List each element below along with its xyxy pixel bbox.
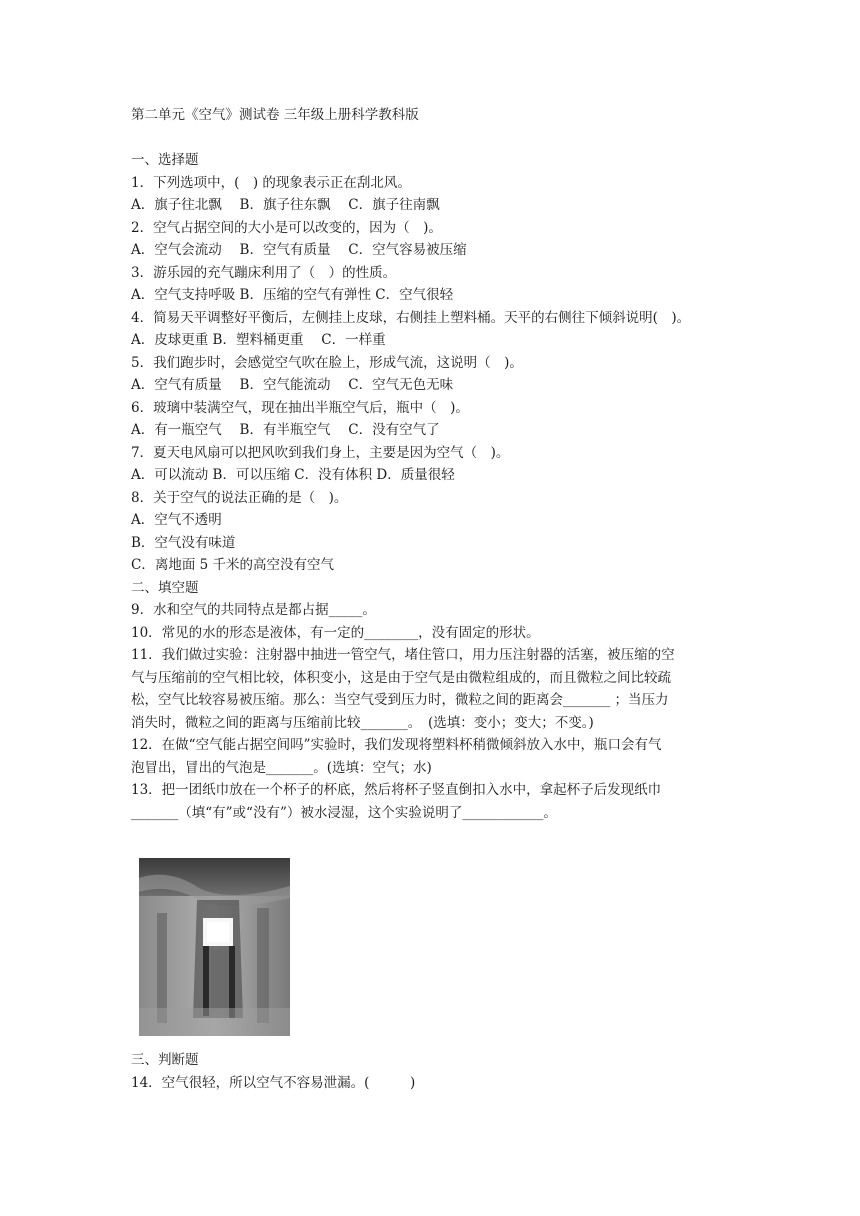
- question-8: 8．关于空气的说法正确的是（ )。: [131, 490, 348, 506]
- question-3-options: A．空气支持呼吸 B．压缩的空气有弹性 C．空气很轻: [131, 287, 454, 303]
- question-6: 6．玻璃中装满空气，现在抽出半瓶空气后，瓶中（ )。: [131, 400, 469, 416]
- question-12-line-1: 12．在做“空气能占据空间吗”实验时，我们发现将塑料杯稍微倾斜放入水中，瓶口会有气: [131, 737, 662, 753]
- question-8-option-c: C．离地面 5 千米的高空没有空气: [131, 557, 335, 573]
- question-2: 2．空气占据空间的大小是可以改变的，因为（ )。: [131, 220, 442, 236]
- question-1: 1．下列选项中，( ) 的现象表示正在刮北风。: [131, 175, 411, 191]
- section-heading-fill: 二、填空题: [131, 580, 199, 596]
- question-11-line-1: 11．我们做过实验：注射器中抽进一管空气，堵住管口，用力压注射器的活塞，被压缩的空: [131, 647, 675, 663]
- question-8-option-b: B．空气没有味道: [131, 535, 236, 551]
- question-1-options: A．旗子往北飘 B．旗子往东飘 C．旗子往南飘: [131, 197, 440, 213]
- question-5: 5．我们跑步时，会感觉空气吹在脸上，形成气流，这说明（ )。: [131, 355, 523, 371]
- document-title: 第二单元《空气》测试卷 三年级上册科学教科版: [131, 107, 419, 123]
- question-11-line-2: 气与压缩前的空气相比较，体积变小，这是由于空气是由微粒组成的，而且微粒之间比较疏: [131, 670, 671, 686]
- question-7: 7．夏天电风扇可以把风吹到我们身上，主要是因为空气（ )。: [131, 445, 510, 461]
- question-9: 9．水和空气的共同特点是都占据_____。: [131, 602, 376, 618]
- question-4-options: A．皮球更重 B．塑料桶更重 C．一样重: [131, 332, 386, 348]
- question-7-options: A．可以流动 B．可以压缩 C．没有体积 D．质量很轻: [131, 467, 455, 483]
- question-3: 3．游乐园的充气蹦床利用了（ ）的性质。: [131, 265, 397, 281]
- question-4: 4．简易天平调整好平衡后，左侧挂上皮球，右侧挂上塑料桶。天平的右侧往下倾斜说明( )。: [131, 310, 691, 326]
- question-13-line-2: _______（填“有”或“没有”）被水浸湿，这个实验说明了____________。: [131, 805, 557, 821]
- question-8-option-a: A．空气不透明: [131, 512, 222, 528]
- experiment-photo: [139, 858, 290, 1036]
- section-heading-judge: 三、判断题: [131, 1052, 199, 1068]
- question-5-options: A．空气有质量 B．空气能流动 C．空气无色无味: [131, 377, 454, 393]
- question-12-line-2: 泡冒出，冒出的气泡是_______。(选填：空气；水): [131, 760, 432, 776]
- question-6-options: A．有一瓶空气 B．有半瓶空气 C．没有空气了: [131, 422, 440, 438]
- question-14: 14．空气很轻，所以空气不容易泄漏。( ): [131, 1075, 416, 1091]
- section-heading-choice: 一、选择题: [131, 152, 199, 168]
- question-10: 10．常见的水的形态是液体，有一定的________，没有固定的形状。: [131, 625, 540, 641]
- question-13-line-1: 13．把一团纸巾放在一个杯子的杯底，然后将杯子竖直倒扣入水中，拿起杯子后发现纸巾: [131, 782, 662, 798]
- question-2-options: A．空气会流动 B．空气有质量 C．空气容易被压缩: [131, 242, 467, 258]
- question-11-line-3: 松，空气比较容易被压缩。那么：当空气受到压力时，微粒之间的距离会_______ ；当压力: [131, 692, 669, 708]
- question-11-line-4: 消失时，微粒之间的距离与压缩前比较_______。 (选填：变小；变大；不变。): [131, 715, 594, 731]
